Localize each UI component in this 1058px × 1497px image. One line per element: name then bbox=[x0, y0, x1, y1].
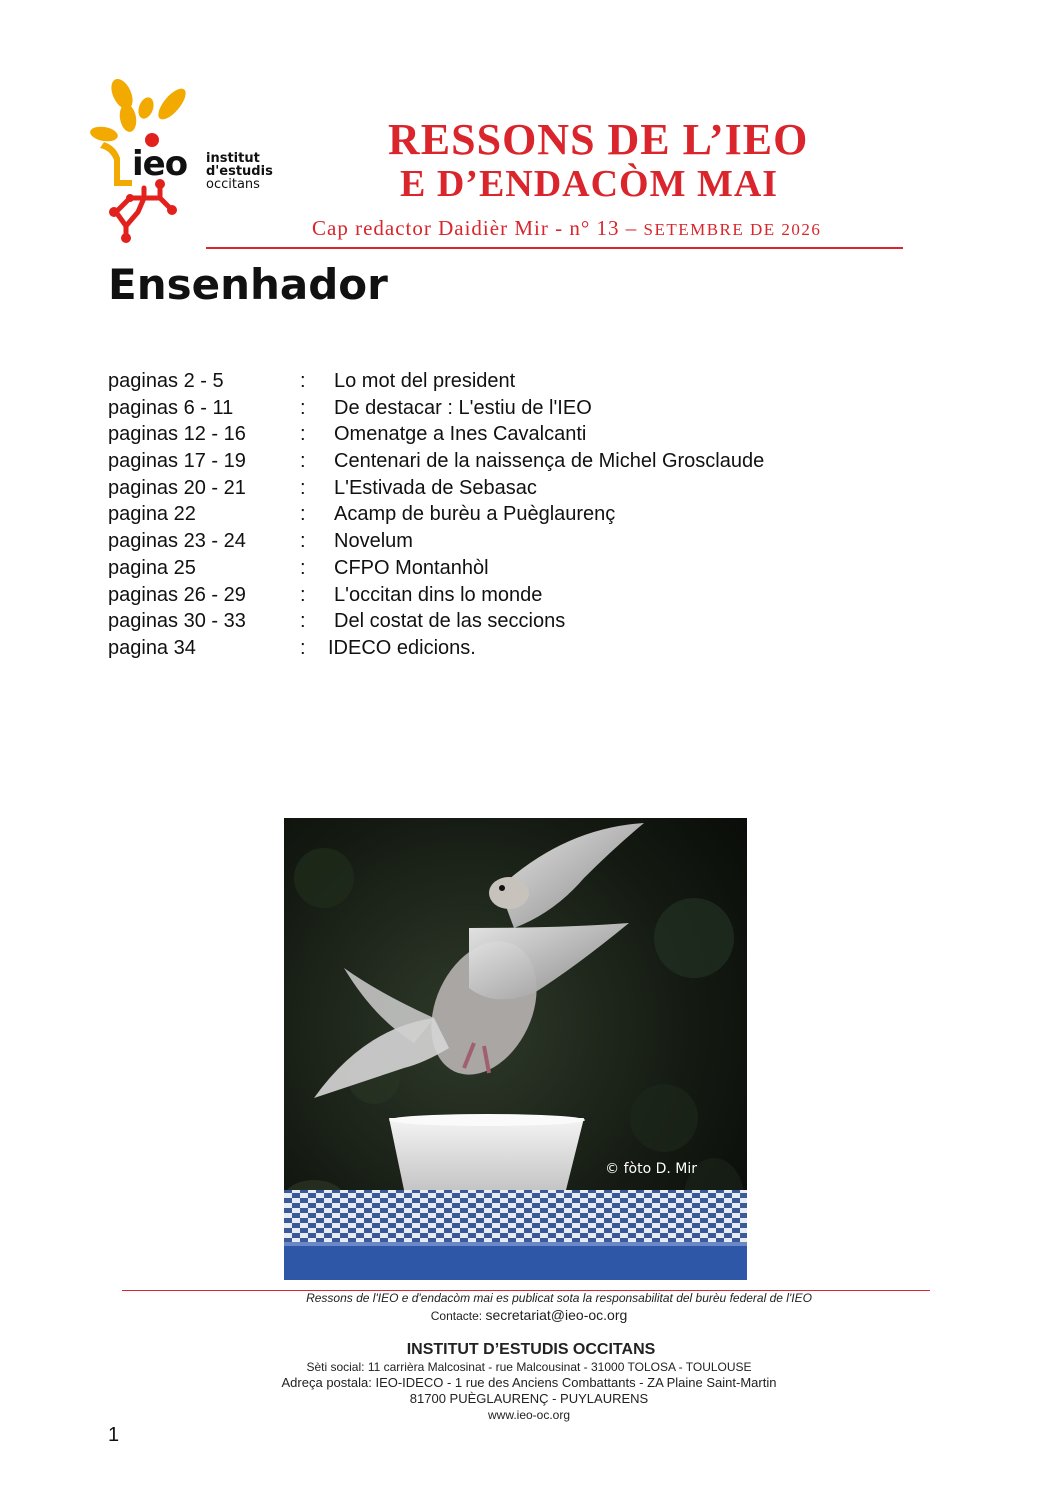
toc-label: Del costat de las seccions bbox=[334, 610, 566, 633]
toc-pages: paginas 20 - 21 bbox=[108, 476, 246, 499]
toc-pages: paginas 26 - 29 bbox=[108, 583, 246, 606]
toc-label: De destacar : L'estiu de l'IEO bbox=[334, 396, 592, 419]
photo-credit: © fòto D. Mir bbox=[605, 1161, 697, 1177]
toc-label: Novelum bbox=[334, 530, 413, 553]
toc-row bbox=[108, 635, 868, 662]
masthead-byline bbox=[312, 216, 821, 241]
toc-separator: : bbox=[300, 396, 306, 419]
toc-label: IDECO edicions. bbox=[328, 636, 476, 659]
toc-pages: paginas 12 - 16 bbox=[108, 423, 246, 446]
toc-label: Lo mot del president bbox=[334, 370, 516, 392]
logo-acronym: ieo bbox=[132, 144, 188, 184]
toc-row bbox=[108, 528, 868, 555]
toc-label: Centenari de la naissença de Michel Grosclaude bbox=[334, 450, 765, 473]
footer-website[interactable]: www.ieo-oc.org bbox=[487, 1408, 571, 1422]
masthead-title-line-1: RESSONS DE L’IEO bbox=[388, 115, 809, 164]
toc-separator: : bbox=[300, 370, 306, 392]
toc-row bbox=[108, 555, 868, 582]
masthead-title-line-2: E D’ENDACÒM MAI bbox=[400, 163, 779, 205]
toc-label: L'Estivada de Sebasac bbox=[334, 476, 537, 499]
footer-org-name: INSTITUT D’ESTUDIS OCCITANS bbox=[406, 1341, 656, 1358]
toc-pages: paginas 2 - 5 bbox=[108, 370, 224, 392]
ieo-logo bbox=[86, 76, 276, 252]
toc-separator: : bbox=[300, 610, 306, 633]
toc-row bbox=[108, 421, 868, 448]
byline-date: SETEMBRE DE 2026 bbox=[643, 220, 822, 239]
toc-label: Acamp de burèu a Puèglaurenç bbox=[334, 503, 616, 526]
toc-row bbox=[108, 448, 868, 475]
toc-separator: : bbox=[300, 583, 306, 606]
toc-row bbox=[108, 368, 868, 395]
toc-pages: paginas 23 - 24 bbox=[108, 530, 246, 553]
toc-separator: : bbox=[300, 503, 306, 526]
toc-label: CFPO Montanhòl bbox=[334, 556, 489, 579]
dove-photo bbox=[284, 818, 747, 1280]
byline-editor: Cap redactor Daidièr Mir - n° 13 – bbox=[312, 216, 644, 240]
toc-row bbox=[108, 608, 868, 635]
page-number: 1 bbox=[108, 1424, 120, 1446]
toc-separator: : bbox=[300, 423, 306, 446]
footer-contact bbox=[0, 1307, 1058, 1323]
toc-pages: paginas 6 - 11 bbox=[108, 396, 234, 419]
header-divider bbox=[206, 247, 903, 249]
page-heading: Ensenhador bbox=[108, 260, 388, 309]
toc-pages: pagina 25 bbox=[108, 556, 196, 579]
logo-line-2: d'estudis bbox=[206, 164, 273, 179]
dove-photo-image bbox=[284, 818, 747, 1280]
toc-separator: : bbox=[300, 476, 306, 499]
toc-separator: : bbox=[300, 450, 306, 473]
contact-label: Contacte: bbox=[430, 1309, 486, 1323]
toc-pages: paginas 17 - 19 bbox=[108, 450, 246, 473]
footer-responsibility: Ressons de l'IEO e d'endacòm mai es publicat sota la responsabilitat del burèu federal de l'IEO bbox=[306, 1291, 812, 1305]
toc-pages: paginas 30 - 33 bbox=[108, 610, 246, 633]
table-of-contents bbox=[108, 368, 868, 662]
toc-separator: : bbox=[300, 530, 306, 553]
toc-separator: : bbox=[300, 636, 306, 659]
toc-separator: : bbox=[300, 556, 306, 579]
toc-pages: pagina 34 bbox=[108, 636, 196, 659]
toc-label: Omenatge a Ines Cavalcanti bbox=[334, 423, 587, 446]
footer-postal-address: Adreça postala: IEO-IDECO - 1 rue des Anciens Combattants - ZA Plaine Saint-Martin bbox=[281, 1375, 777, 1390]
contact-email[interactable]: secretariat@ieo-oc.org bbox=[485, 1307, 628, 1323]
toc-row bbox=[108, 582, 868, 609]
toc-row bbox=[108, 501, 868, 528]
footer-city: 81700 PUÈGLAURENÇ - PUYLAURENS bbox=[409, 1391, 649, 1406]
toc-label: L'occitan dins lo monde bbox=[334, 583, 543, 606]
toc-pages: pagina 22 bbox=[108, 503, 196, 526]
toc-row bbox=[108, 395, 868, 422]
footer-seti-social: Sèti social: 11 carrièra Malcosinat - rue Malcousinat - 31000 TOLOSA - TOULOUSE bbox=[306, 1360, 752, 1374]
logo-line-3: occitans bbox=[206, 177, 260, 192]
toc-row bbox=[108, 475, 868, 502]
logo-line-1: institut bbox=[206, 151, 260, 166]
